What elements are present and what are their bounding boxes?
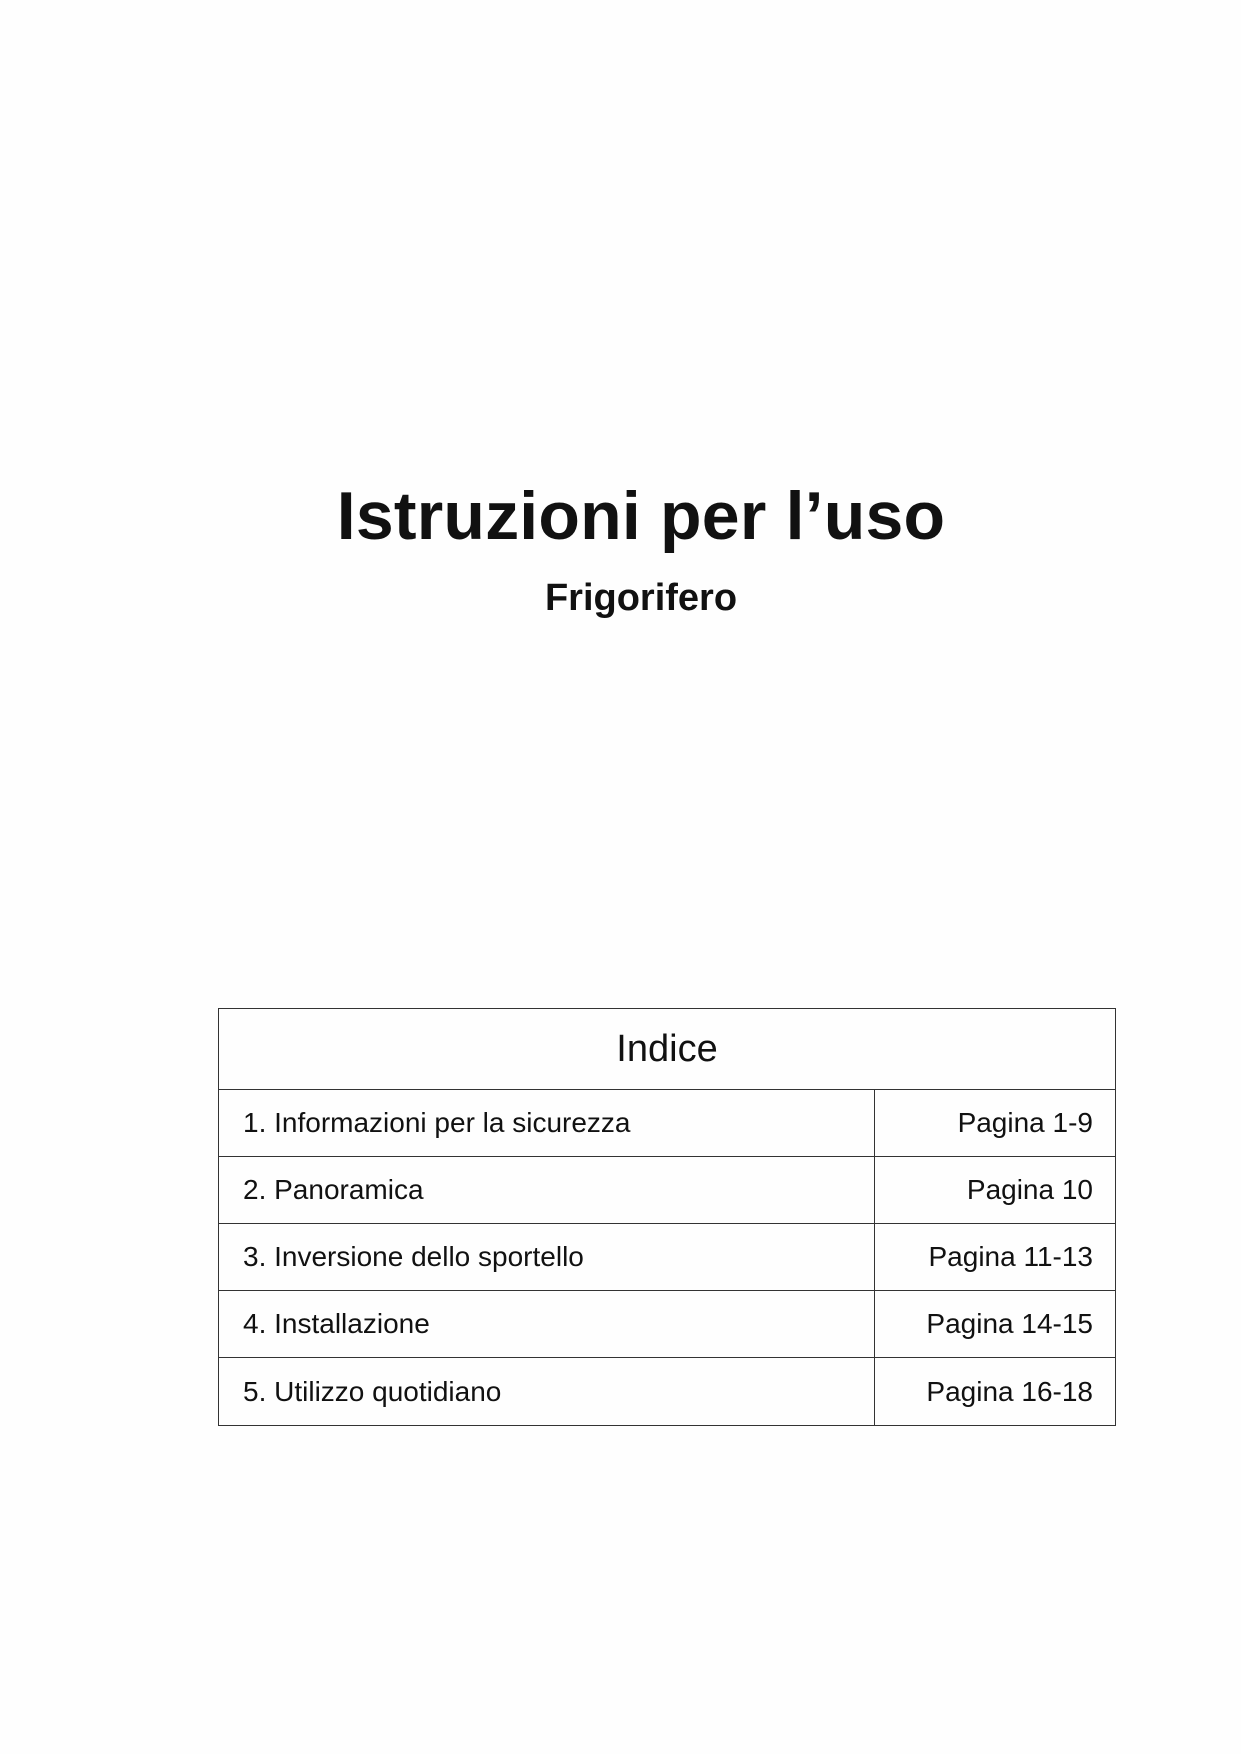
toc-entry-title: 2. Panoramica (219, 1157, 875, 1223)
toc-entry-title: 1. Informazioni per la sicurezza (219, 1090, 875, 1156)
table-row (219, 1090, 1115, 1157)
toc-entry-page: Pagina 10 (966, 1174, 1093, 1205)
toc-entry-page: Pagina 1-9 (957, 1107, 1093, 1138)
toc-entry-title: 5. Utilizzo quotidiano (219, 1358, 875, 1425)
table-row (219, 1291, 1115, 1358)
table-of-contents (218, 1008, 1116, 1426)
toc-header: Indice (219, 1009, 1115, 1090)
toc-entry-page: Pagina 14-15 (926, 1308, 1093, 1339)
toc-entry-title: 4. Installazione (219, 1291, 875, 1357)
page-title: Istruzioni per l’uso (336, 478, 946, 554)
table-row (219, 1358, 1115, 1425)
toc-entry-title: 3. Inversione dello sportello (219, 1224, 875, 1290)
toc-entry-page: Pagina 11-13 (928, 1241, 1093, 1272)
table-row (219, 1157, 1115, 1224)
toc-entry-page: Pagina 16-18 (926, 1375, 1093, 1407)
table-row (219, 1224, 1115, 1291)
page-subtitle: Frigorifero (544, 577, 738, 619)
